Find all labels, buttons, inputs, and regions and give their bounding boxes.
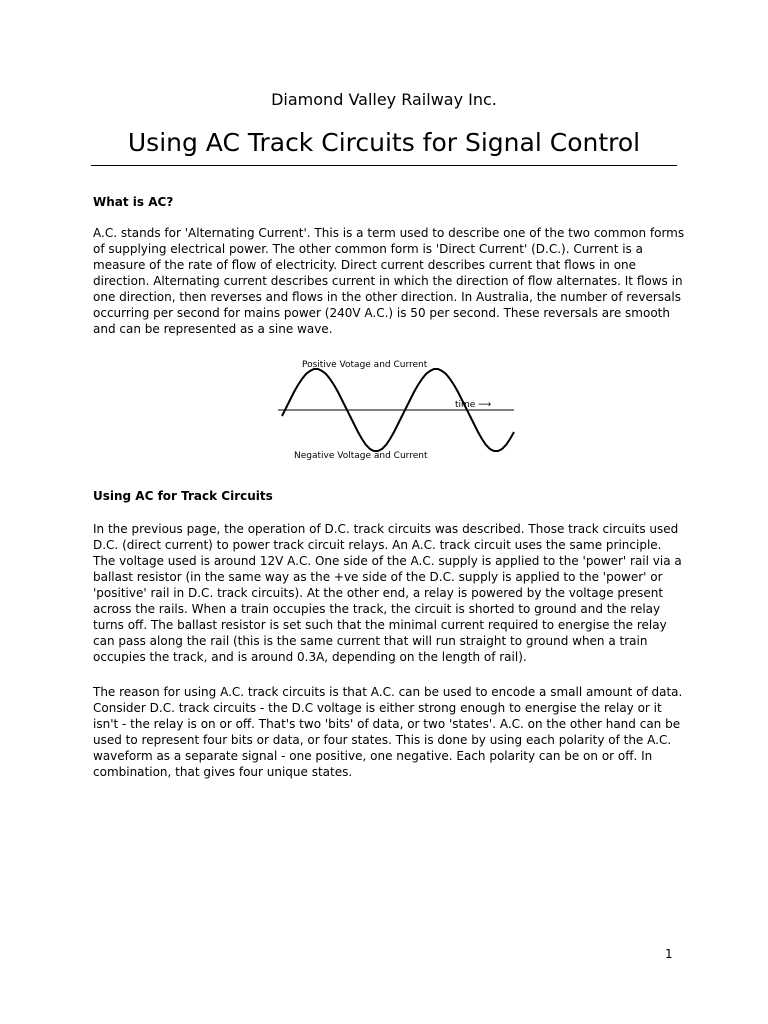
- page-number: 1: [665, 947, 673, 961]
- section-heading-what-is-ac: What is AC?: [93, 195, 174, 209]
- paragraph-track-circuit-operation: In the previous page, the operation of D.C. track circuits was described. Those track circuits used D.C. (direct current) to power track circuit relays. An A.C. track circuit uses the same principle. The voltage used is around 12V A.C. One side of the A.C. supply is applied to the 'power' rail via a ballast resistor (in the same way as the +ve side of the D.C. supply is applied to the 'power' or 'positive' rail in D.C. track circuits). At the other end, a relay is powered by the voltage present across the rails. When a train occupies the track, the circuit is shorted to ground and the relay turns off. The ballast resistor is set such that the minimal current required to energise the relay can pass along the rail (this is the same current that will run straight to ground when a train occupies the track, and is around 0.3A, depending on the length of rail).: [93, 522, 682, 664]
- page-title: Using AC Track Circuits for Signal Control: [127, 128, 641, 157]
- organization-name: Diamond Valley Railway Inc.: [271, 90, 497, 109]
- sine-wave-icon: [270, 352, 520, 464]
- negative-voltage-label: Negative Voltage and Current: [294, 451, 428, 461]
- paragraph-ac-definition: A.C. stands for 'Alternating Current'. This is a term used to describe one of the two common forms of supplying electrical power. The other common form is 'Direct Current' (D.C.). Current is a measure of the rate of flow of electricity. Direct current describes current that flows in one direction. Alternating current describes current in which the direction of flow alternates. It flows in one direction, then reverses and flows in the other direction. In Australia, the number of reversals occurring per second for mains power (240V A.C.) is 50 per second. These reversals are smooth and can be represented as a sine wave.: [93, 226, 685, 336]
- time-label: time ⟶: [455, 400, 492, 410]
- sine-wave-figure: [270, 352, 520, 464]
- title-divider: [91, 165, 677, 166]
- positive-voltage-label: Positive Votage and Current: [302, 360, 428, 370]
- section-heading-ac-track-circuits: Using AC for Track Circuits: [93, 489, 273, 503]
- paragraph-ac-data-encoding: The reason for using A.C. track circuits is that A.C. can be used to encode a small amount of data. Consider D.C. track circuits - the D.C voltage is either strong enough to energise the relay or it isn't - the relay is on or off. That's two 'bits' of data, or two 'states'. A.C. on the other hand can be used to represent four bits or data, or four states. This is done by using each polarity of the A.C. waveform as a separate signal - one positive, one negative. Each polarity can be on or off. In combination, that gives four unique states.: [93, 685, 683, 779]
